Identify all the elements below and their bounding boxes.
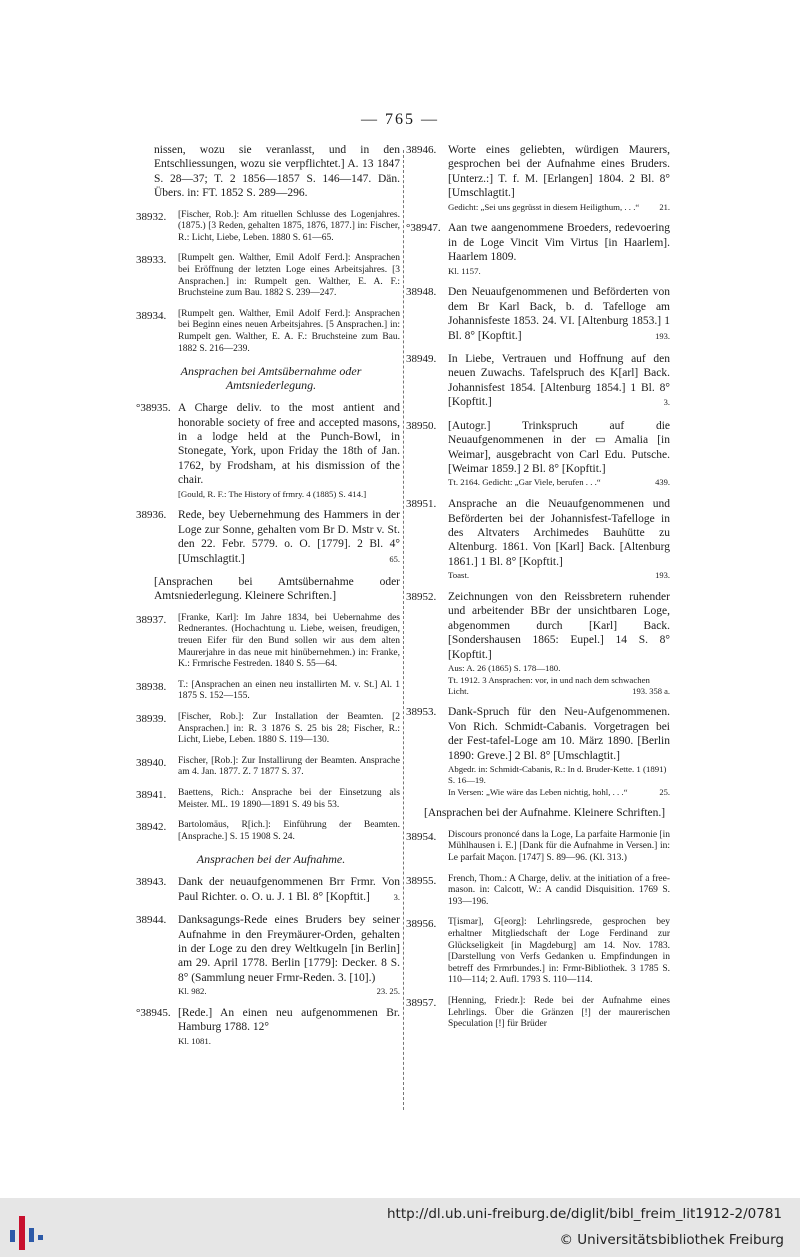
- right-column: [406, 143, 670, 1040]
- note-text: Kl. 1157.: [448, 265, 481, 276]
- entry-text: [Rede.] An einen neu aufgenommenen Br. Hamburg 1788. 12°: [178, 1006, 400, 1034]
- entry-text: Danksagungs-Rede eines Bruders bey seiner Aufnahme in den Freymäurer-Orden, gehalten in der Loge zu den drey Weltkugeln [in Berlin] am 29. April 1778. Berlin [1779]: Decker. 8 S. 8° (Sammlung neuer Frmr-Reden. 3. [10].): [178, 914, 400, 984]
- entry-note: [178, 489, 400, 500]
- bibliography-entry: [142, 143, 400, 201]
- entry-number: 38940.: [136, 756, 167, 769]
- entry-text: Ansprache an die Neuaufgenommenen und Beförderten bei der Johannisfest-Tafelloge in des Altvaters Archimedes Bauhütte zu Altenburg. 1861. Von [Karl] Back. [Altenburg 1861.] 1 Bl. 8° [Kopftit.]: [448, 498, 670, 568]
- entry-text: Worte eines geliebten, würdigen Maurers, gesprochen bei der Aufnahme eines Bruders. [Unterz.:] T. f. M. [Erlangen] 1804. 2 Bl. 8° [Umschlagtit.]: [448, 144, 670, 200]
- entry-text: [Rumpelt gen. Walther, Emil Adolf Ferd.]: Ansprachen bei Beginn eines neuen Arbeitsjahres. [5 Ansprachen.] in: Rumpelt gen. Walther, E. A. F.: Bruchsteine zum Bau. 1882 S. 216—239.: [178, 308, 400, 354]
- bibliography-entry: [136, 209, 400, 245]
- bibliography-entry: [136, 612, 400, 671]
- note-text: Tt. 1912. 3 Ansprachen: vor, in und nach dem schwachen Licht.: [448, 674, 650, 696]
- bibliography-entry: [406, 143, 670, 212]
- footer-url[interactable]: http://dl.ub.uni-freiburg.de/diglit/bibl_freim_lit1912-2/0781: [386, 1206, 782, 1222]
- entry-number: 38951.: [406, 498, 437, 511]
- entry-number: 38936.: [136, 509, 167, 522]
- left-column: [136, 143, 400, 1056]
- entry-number: 38937.: [136, 613, 167, 626]
- entry-note: [448, 570, 670, 581]
- entry-note: [448, 202, 670, 213]
- note-text: Tt. 2164. Gedicht: „Gar Viele, berufen . . .“: [448, 477, 601, 488]
- bibliography-entry: [136, 755, 400, 779]
- note-reference: 21.: [659, 201, 670, 212]
- entry-text: [Fischer, Rob.]: Am rituellen Schlusse des Logenjahres. (1875.) [3 Reden, gehalten 1875, 1876, 1877.] in: Fischer, R.: Licht, Liebe, Leben. 1880 S. 61—65.: [178, 209, 400, 243]
- entry-text: Fischer, [Rob.]: Zur Installirung der Beamten. Ansprache am 4. Jan. 1877. Z. 7 1877 S. 37.: [178, 755, 400, 778]
- entry-note: [448, 663, 670, 674]
- entry-number: 38954.: [406, 830, 437, 843]
- note-text: Gedicht: „Sei uns gegrüsst in diesem Heiligthum, . . .“: [448, 201, 640, 212]
- note-reference: 193.: [655, 570, 670, 581]
- entry-note: [178, 986, 400, 997]
- bibliography-entry: [136, 787, 400, 811]
- bibliography-entry: [406, 419, 670, 488]
- note-reference: 23. 25.: [376, 986, 400, 997]
- entry-text: Bartolomäus, R[ich.]: Einführung der Beamten. [Ansprache.] S. 15 1908 S. 24.: [178, 820, 400, 842]
- entry-text: Discours prononcé dans la Loge, La parfaite Harmonie [in Mühlhausen i. E.] [Dank für die Aufnahme in Versen.] in: Le parfait Maçon. [1747] S. 89—96. (Kl. 313.): [448, 829, 670, 863]
- note-text: Kl. 982.: [178, 986, 207, 997]
- entry-note: [178, 1036, 400, 1047]
- entry-text: Dank-Spruch für den Neu-Aufgenommenen. Von Rich. Schmidt-Cabanis. Vorgetragen bei der Fest-tafel-Loge am 10. März 1890. [Berlin 1890: Greve.] 2 Bl. 8° [Umschlagtit.]: [448, 706, 670, 762]
- entry-number: 38942.: [136, 821, 167, 834]
- bibliography-entry: [136, 913, 400, 997]
- entry-number: 38941.: [136, 788, 167, 801]
- note-reference: 193. 358 a.: [632, 685, 670, 696]
- note-reference: 25.: [659, 786, 670, 797]
- entry-text: Zeichnungen von den Reissbretern ruhender und arbeitender BBr der unsichtbaren Loge, abgenommen durch [Karl] Back. [Sondershausen 1865: Eupel.] 14 S. 8° [Kopftit.]: [448, 590, 670, 661]
- bibliography-entry: [406, 995, 670, 1031]
- bibliography-entry: [406, 705, 670, 797]
- entry-text: [Rumpelt gen. Walther, Emil Adolf Ferd.]: Ansprachen bei Eröffnung der letzten Loge eines Arbeitsjahres. [3 Ansprachen.] in: Rumpelt gen. Walther, E. A. F.: Bruchsteine zum Bau. 1882 S. 239—247.: [178, 253, 400, 299]
- entry-number: °38945.: [136, 1006, 171, 1019]
- entry-text: Baettens, Rich.: Ansprache bei der Einsetzung als Meister. ML. 19 1890—1891 S. 49 bis 53.: [178, 787, 400, 810]
- note-text: [Gould, R. F.: The History of frmry. 4 (1885) S. 414.]: [178, 488, 367, 499]
- entry-number: °38947.: [406, 222, 441, 235]
- entry-text: [Henning, Friedr.]: Rede bei der Aufnahme eines Lehrlings. Über die Gränzen [!] der maurerischen Speculation [!] für Brüder: [448, 995, 670, 1030]
- entry-number: 38943.: [136, 876, 167, 889]
- entry-text: French, Thom.: A Charge, deliv. at the initiation of a free-mason. in: Calcott, W.: A candid Disquisition. 1769 S. 193—196.: [448, 873, 670, 907]
- entry-number: 38948.: [406, 286, 437, 299]
- bibliography-entry: [406, 352, 670, 410]
- entry-number: 38934.: [136, 309, 167, 322]
- entry-reference: 193.: [655, 330, 670, 341]
- entry-text: T.: [Ansprachen an einen neu installirten M. v. St.] Al. 1 1875 S. 152—155.: [178, 679, 400, 702]
- entry-text: [Fischer, Rob.]: Zur Installation der Beamten. [2 Ansprachen.] in: R. 3 1876 S. 25 bis 28; Fischer, R.: Licht, Liebe, Leben. 1880 S. 119—130.: [178, 711, 400, 746]
- university-logo-icon: [6, 1208, 50, 1250]
- entry-text: In Liebe, Vertrauen und Hoffnung auf den neuen Zuwachs. Tafelspruch des K[arl] Back. Johannisfest 1854. [Altenburg 1854.] 1 Bl. 8° [Kopftit.]: [448, 353, 670, 409]
- bibliography-entry: [136, 1006, 400, 1047]
- note-text: In Versen: „Wie wäre das Leben nichtig, hohl, . . .“: [448, 786, 628, 797]
- bibliography-entry: [406, 221, 670, 276]
- note-text: Kl. 1081.: [178, 1035, 211, 1046]
- entry-number: 38933.: [136, 254, 167, 267]
- bibliography-entry: [136, 253, 400, 299]
- entry-note: [448, 787, 670, 798]
- entry-number: 38952.: [406, 590, 437, 603]
- bibliography-entry: [136, 820, 400, 843]
- footer-bar: [0, 1198, 800, 1257]
- entry-note: [448, 764, 670, 786]
- page-number: — 765 —: [361, 111, 439, 128]
- entry-note: [448, 266, 670, 277]
- bibliography-entry: [136, 679, 400, 703]
- entry-reference: 3.: [663, 397, 670, 408]
- bibliography-entry: [136, 711, 400, 747]
- bibliography-entry: [136, 508, 400, 566]
- entry-number: 38953.: [406, 706, 437, 719]
- footer-copyright: © Universitätsbibliothek Freiburg: [559, 1232, 784, 1248]
- section-heading: Ansprachen bei der Aufnahme.: [196, 852, 346, 867]
- bibliography-entry: [406, 873, 670, 909]
- bibliography-entry: [406, 917, 670, 987]
- entry-reference: 65.: [389, 553, 400, 564]
- entry-text: nissen, wozu sie veranlasst, und in den Entschliessungen, wozu sie verpflichtet.] A. 13 1847 S. 28—37; T. 2 1856—1857 S. 146—147. Dän. Übers. in: FT. 1852 S. 289—296.: [154, 144, 400, 200]
- note-text: Toast.: [448, 570, 470, 581]
- entry-number: 38932.: [136, 210, 167, 223]
- entry-text: [Autogr.] Trinkspruch auf die Neuaufgenommenen in der ▭ Amalia [in Weimar], ausgebracht von Carl Edu. Putsche. [Weimar 1859.] 2 Bl. 8° [Kopftit.]: [448, 419, 670, 475]
- entry-number: 38944.: [136, 914, 167, 927]
- note-reference: 439.: [655, 477, 670, 488]
- section-heading: Ansprachen bei Amtsübernahme oder Amtsniederlegung.: [180, 364, 362, 393]
- entry-note: [448, 477, 670, 488]
- bibliography-entry: [406, 590, 670, 696]
- entry-number: °38935.: [136, 402, 171, 415]
- entry-number: 38950.: [406, 419, 437, 432]
- entry-text: Den Neuaufgenommenen und Beförderten von dem Br Karl Back, b. d. Tafelloge am Johannisfeste 1853. 24. VI. [Altenburg 1853.] 1 Bl. 8° [Kopftit.]: [448, 286, 670, 342]
- entry-text: [Franke, Karl]: Im Jahre 1834, bei Uebernahme des Rednerantes. (Hochachtung u. Liebe, weisen, freudigen, treuen Eifer für den Bund sollen wir aus dem alten Maurerjahre in das neue mit hinübernehmen.) in: Franke, K.: Frmrische Festreden. 1840 S. 55—64.: [178, 612, 400, 670]
- entry-number: 38957.: [406, 996, 437, 1009]
- bibliography-entry: [406, 497, 670, 581]
- entry-number: 38956.: [406, 918, 437, 931]
- entry-number: 38939.: [136, 712, 167, 725]
- entry-text: T[ismar], G[eorg]: Lehrlingsrede, gesprochen bey erhaltner Mitgliedschaft der Loge Ferdinand zur Glückseligkeit [in Magdeburg] am 14. Nov. 1783. [Darstellung von Verfs Gedanken u. Empfindungen in betreff des Frmrbundes.] in: Frmr-Bibliothek. 3 1785 S. 110—114; 2. Aufl. 1793 S. 110—114.: [448, 917, 670, 986]
- entry-text: [Ansprachen bei der Aufnahme. Kleinere Schriften.]: [424, 807, 666, 820]
- bibliography-entry: [142, 575, 400, 604]
- entry-number: 38938.: [136, 680, 167, 693]
- entry-text: Rede, bey Uebernehmung des Hammers in der Loge zur Sonne, gehalten vom Br D. Mstr v. St. den 22. Febr. 5779. o. O. [1779]. 2 Bl. 4° [Umschlagtit.]: [178, 509, 400, 565]
- bibliography-entry: [406, 285, 670, 343]
- entry-text: [Ansprachen bei Amtsübernahme oder Amtsniederlegung. Kleinere Schriften.]: [154, 576, 400, 603]
- note-text: Aus: A. 26 (1865) S. 178—180.: [448, 662, 561, 673]
- bibliography-entry: [136, 308, 400, 355]
- entry-text: Aan twe aangenommene Broeders, redevoering in de Loge Vincit Vim Virtus [in Haarlem]. Haarlem 1809.: [448, 222, 670, 264]
- entry-text: A Charge deliv. to the most antient and honorable society of free and accepted masons, in a lodge held at the Punch-Bowl, in Stonegate, York, upon Friday the 18th of Jan. 1762, by Frodsham, at his dismission of the chair.: [178, 402, 400, 487]
- entry-note: [448, 675, 670, 697]
- bibliography-entry: [406, 829, 670, 865]
- bibliography-entry: [136, 875, 400, 904]
- column-divider: [403, 150, 404, 1110]
- bibliography-entry: [412, 806, 670, 820]
- entry-number: 38955.: [406, 874, 437, 887]
- note-text: Abgedr. in: Schmidt-Cabanis, R.: In d. Bruder-Kette. 1 (1891) S. 16—19.: [448, 763, 667, 785]
- entry-number: 38946.: [406, 144, 437, 156]
- entry-number: 38949.: [406, 353, 437, 366]
- entry-text: Dank der neuaufgenommenen Brr Frmr. Von Paul Richter. o. O. u. J. 1 Bl. 8° [Kopftit.]: [178, 876, 400, 903]
- bibliography-entry: [136, 401, 400, 499]
- entry-reference: 3.: [393, 891, 400, 902]
